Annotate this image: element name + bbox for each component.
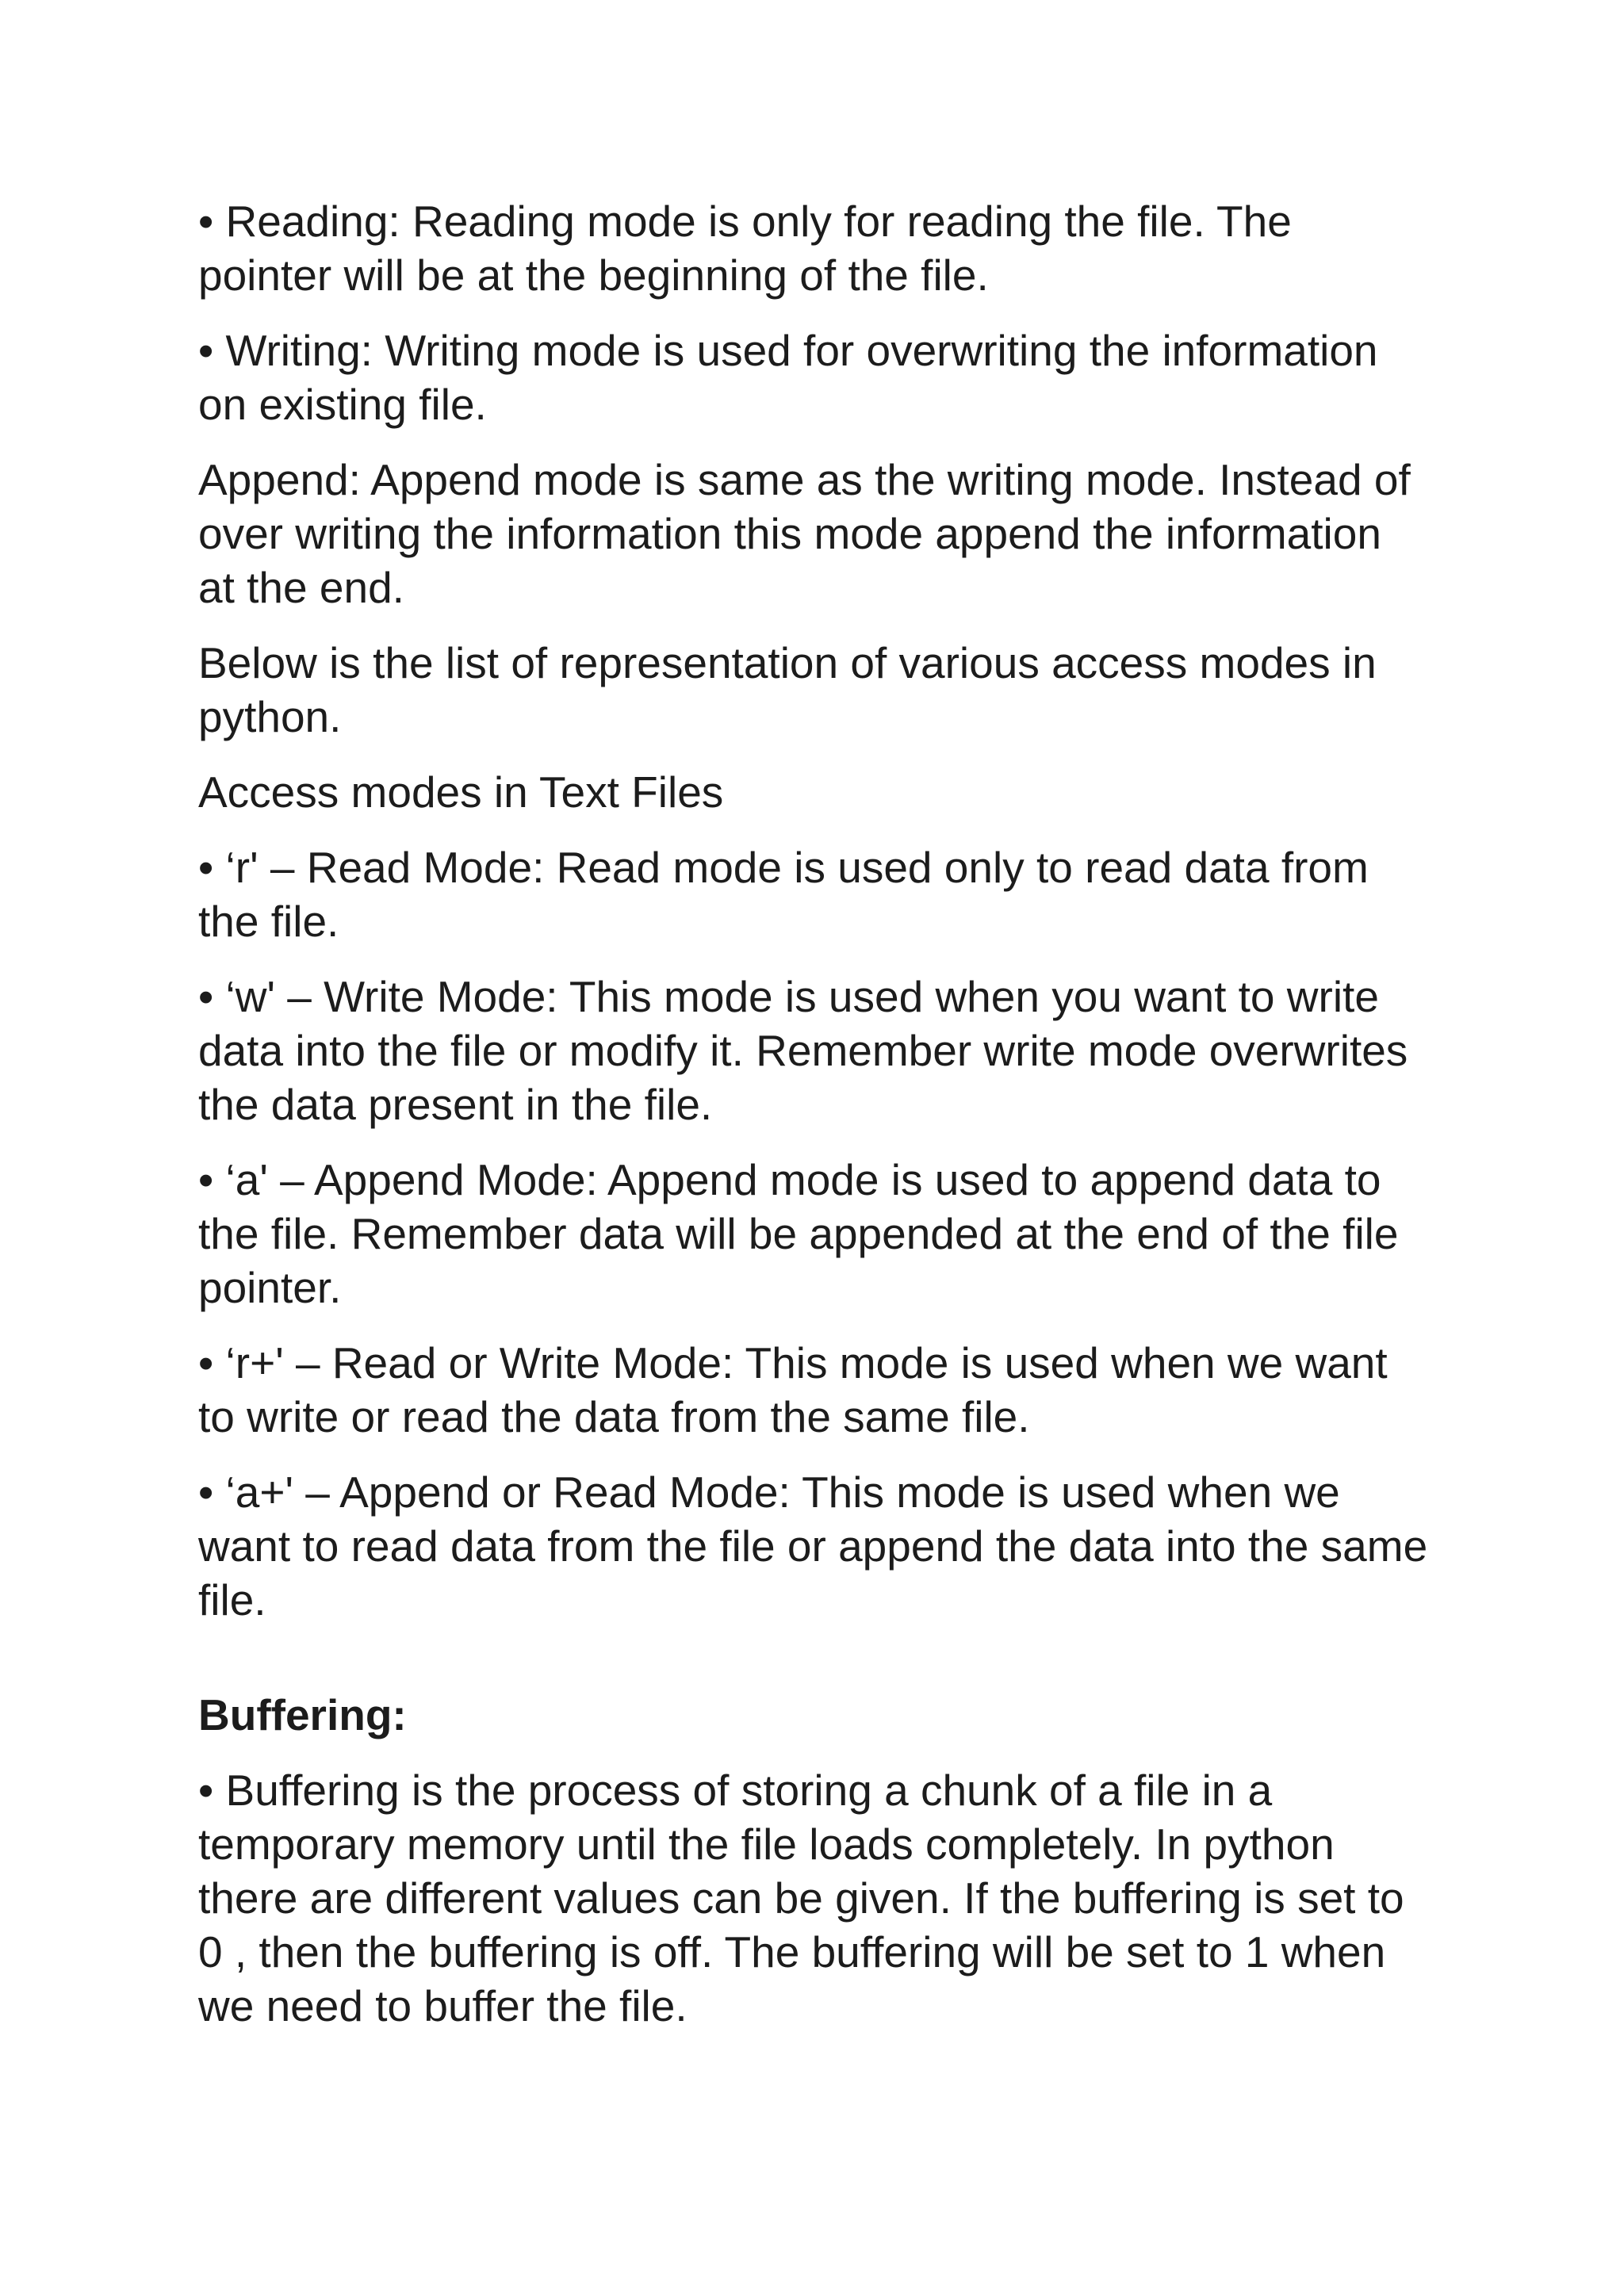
text-line: the data present in the file. xyxy=(198,1080,713,1129)
text-line: at the end. xyxy=(198,563,404,612)
text-line: the file. Remember data will be appended at the end of the file xyxy=(198,1209,1399,1258)
text-line: data into the file or modify it. Remember write mode overwrites xyxy=(198,1026,1408,1075)
text-line: the file. xyxy=(198,897,339,946)
read-mode-item xyxy=(198,840,1467,948)
access-modes-intro-paragraph xyxy=(198,636,1467,744)
text-line: • ‘w' – Write Mode: This mode is used when you want to write xyxy=(198,972,1379,1021)
text-line: temporary memory until the file loads completely. In python xyxy=(198,1820,1335,1869)
text-line: • ‘r' – Read Mode: Read mode is used only to read data from xyxy=(198,843,1369,892)
text-line: python. xyxy=(198,692,342,741)
text-line: want to read data from the file or append the data into the same xyxy=(198,1521,1428,1571)
text-line: on existing file. xyxy=(198,380,487,429)
writing-mode-paragraph xyxy=(198,323,1467,431)
append-mode-item xyxy=(198,1153,1467,1314)
append-mode-paragraph xyxy=(198,453,1467,614)
text-line: • ‘a+' – Append or Read Mode: This mode is used when we xyxy=(198,1468,1340,1517)
access-modes-subtitle xyxy=(198,765,1467,819)
text-line: • ‘r+' – Read or Write Mode: This mode is used when we want xyxy=(198,1338,1388,1387)
reading-mode-paragraph xyxy=(198,194,1467,302)
text-line: Access modes in Text Files xyxy=(198,767,724,817)
read-write-mode-item xyxy=(198,1336,1467,1444)
text-line: file. xyxy=(198,1575,266,1624)
text-line: pointer. xyxy=(198,1263,342,1312)
text-line: Append: Append mode is same as the writing mode. Instead of xyxy=(198,455,1411,504)
text-line: • Buffering is the process of storing a chunk of a file in a xyxy=(198,1766,1273,1815)
buffering-heading: Buffering: xyxy=(198,1690,407,1739)
append-read-mode-item xyxy=(198,1465,1467,1627)
text-line: there are different values can be given. If the buffering is set to xyxy=(198,1873,1404,1923)
text-line: to write or read the data from the same file. xyxy=(198,1392,1030,1441)
text-line: • ‘a' – Append Mode: Append mode is used to append data to xyxy=(198,1155,1381,1204)
text-line: 0 , then the buffering is off. The buffering will be set to 1 when xyxy=(198,1927,1386,1976)
text-line: • Reading: Reading mode is only for reading the file. The xyxy=(198,197,1292,246)
text-line: we need to buffer the file. xyxy=(198,1981,688,2030)
text-line: pointer will be at the beginning of the file. xyxy=(198,251,989,300)
buffering-paragraph xyxy=(198,1763,1467,2033)
text-line: Below is the list of representation of various access modes in xyxy=(198,638,1377,687)
write-mode-item xyxy=(198,970,1467,1131)
text-line: over writing the information this mode append the information xyxy=(198,509,1381,558)
document-page xyxy=(198,194,1467,2054)
text-line: • Writing: Writing mode is used for overwriting the information xyxy=(198,326,1378,375)
